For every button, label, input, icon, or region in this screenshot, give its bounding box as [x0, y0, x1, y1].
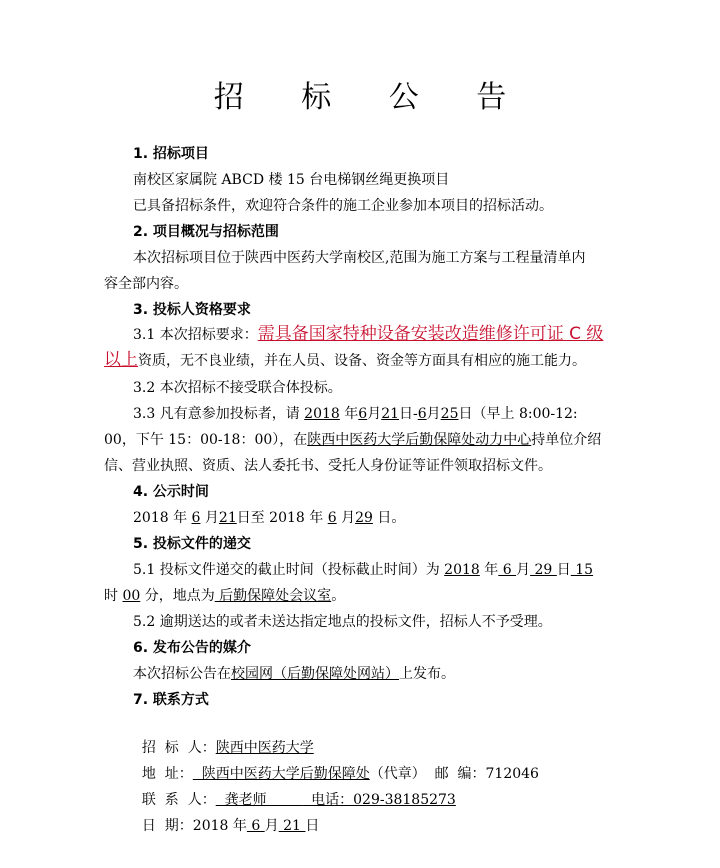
p3-day-2: 25	[440, 406, 459, 422]
s5-hour: 15	[570, 562, 594, 578]
s4-day-1: 21	[218, 510, 237, 526]
s5-l2-b: 分，地点为	[140, 588, 215, 604]
p3-text-e: 日-	[399, 406, 418, 422]
p3-l2-a: 00，下午 15：00-18：00），在	[104, 432, 308, 448]
p3-text-g: 日（早上 8:00-12:	[458, 406, 578, 422]
s5-l1-a: 5.1 投标文件递交的截止时间（投标截止时间）为	[133, 562, 445, 578]
section-3-para-1-line-1	[133, 323, 603, 346]
section-4-heading: 4. 公示时间	[133, 484, 209, 500]
s5-l2-a: 时	[104, 588, 123, 604]
s6-a: 本次招标公告在	[133, 666, 231, 682]
p3-text-b: 年	[339, 406, 359, 422]
s4-c: 日至 2018 年	[236, 510, 328, 526]
section-6-line	[133, 663, 455, 685]
p3-text-c: 月	[367, 406, 382, 422]
s6-b: 上发布。	[399, 666, 455, 682]
p3-month-1: 6	[358, 406, 368, 422]
s4-e: 日。	[372, 510, 406, 526]
p3-year: 2018	[304, 406, 340, 422]
section-5-line-3: 5.2 逾期送达的或者未送达指定地点的投标文件，招标人不予受理。	[133, 614, 552, 630]
p3-l2-location: 陕西中医药大学后勤保障处动力中心	[307, 432, 532, 448]
p3-day-1: 21	[381, 406, 400, 422]
s5-month: 6	[498, 562, 517, 578]
s4-d: 月	[336, 510, 356, 526]
p3-month-2: 6	[417, 406, 427, 422]
license-requirement-highlight-cont: 以上	[104, 350, 138, 370]
section-3-para-3-line-1	[133, 403, 578, 425]
date-b: 月	[264, 818, 279, 834]
p3-text-f: 月	[426, 406, 441, 422]
license-requirement-highlight: 需具备国家特种设备安装改造维修许可证 C 级	[257, 324, 604, 344]
req-rest: 资质，无不良业绩，并在人员、设备、资金等方面具有相应的施工能力。	[138, 353, 586, 369]
section-5-line-1	[133, 559, 593, 581]
req-prefix: 3.1 本次招标要求：	[133, 327, 258, 343]
s5-l1-e: 日	[556, 562, 571, 578]
s5-minute: 00	[122, 588, 141, 604]
s4-a: 2018 年	[133, 510, 192, 526]
section-1-line-1: 南校区家属院 ABCD 楼 15 台电梯钢丝绳更换项目	[133, 172, 450, 188]
section-3-para-2: 3.2 本次招标不接受联合体投标。	[133, 380, 342, 396]
s4-month-2: 6	[327, 510, 337, 526]
p3-l2-b: 持单位介绍	[531, 432, 602, 448]
section-2-line-2: 容全部内容。	[104, 276, 188, 292]
s5-l1-b: 年	[479, 562, 499, 578]
s5-place: 后勤保障处会议室	[214, 588, 332, 604]
contact-phone: 电话：029-38185273	[302, 792, 456, 808]
section-7-heading: 7. 联系方式	[133, 692, 209, 708]
section-4-line	[133, 507, 405, 529]
date-month: 6	[246, 818, 265, 834]
date-label: 日 期：2018 年	[141, 818, 247, 834]
section-2-heading: 2. 项目概况与招标范围	[133, 224, 279, 240]
date-day: 21	[278, 818, 306, 834]
section-5-line-2	[104, 585, 345, 607]
section-1-line-2: 已具备招标条件，欢迎符合条件的施工企业参加本项目的招标活动。	[133, 198, 553, 214]
address-label: 地 址：	[141, 766, 193, 782]
s4-day-2: 29	[355, 510, 373, 526]
s5-day: 29	[530, 562, 557, 578]
document-title: 招 标 公 告	[213, 80, 531, 115]
contact-date	[133, 793, 319, 837]
section-3-para-3-line-2	[104, 429, 601, 451]
s5-l1-c: 月	[516, 562, 531, 578]
s5-l2-c: 。	[331, 588, 346, 604]
s5-year: 2018	[444, 562, 480, 578]
contact-label: 联 系 人：	[141, 792, 216, 808]
s6-media: 校园网（后勤保障处网站）	[231, 666, 399, 682]
section-3-para-3-line-3: 信、营业执照、资质、法人委托书、受托人身份证等证件领取招标文件。	[104, 458, 552, 474]
section-1-heading: 1. 招标项目	[133, 146, 209, 162]
section-5-heading: 5. 投标文件的递交	[133, 536, 251, 552]
contact-value: 龚老师	[215, 792, 303, 808]
section-3-para-1-line-2	[104, 349, 586, 372]
address-postcode: （代章） 邮 编：712046	[369, 766, 539, 782]
section-2-line-1: 本次招标项目位于陕西中医药大学南校区,范围为施工方案与工程量清单内	[133, 250, 586, 266]
address-value: 陕西中医药大学后勤保障处	[192, 766, 370, 782]
s4-b: 月	[200, 510, 219, 526]
tenderer-label: 招 标 人：	[141, 740, 216, 756]
p3-text-a: 3.3 凡有意参加投标者，请	[133, 406, 305, 422]
s4-month-1: 6	[191, 510, 201, 526]
section-6-heading: 6. 发布公告的媒介	[133, 640, 251, 656]
tenderer-value: 陕西中医药大学	[215, 740, 314, 756]
date-c: 日	[305, 818, 320, 834]
section-3-heading: 3. 投标人资格要求	[133, 302, 251, 318]
